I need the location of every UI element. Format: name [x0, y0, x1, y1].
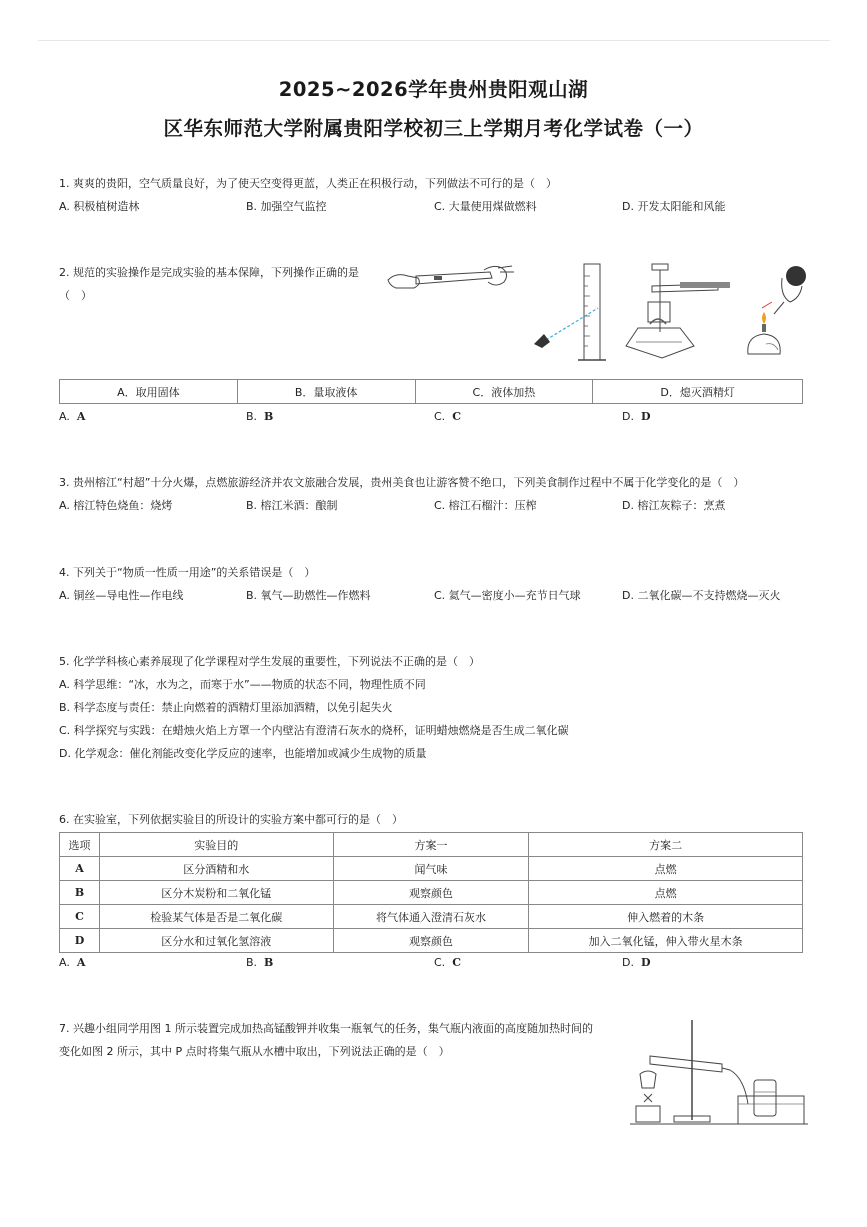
question-5-stem: 5. 化学学科核心素养展现了化学课程对学生发展的重要性，下列说法不正确的是（ ）: [59, 655, 480, 668]
table-cell: 闻气味: [333, 857, 529, 881]
question-2-option-b[interactable]: [246, 409, 273, 425]
question-5-option-d[interactable]: D. 化学观念：催化剂能改变化学反应的速率，也能增加或减少生成物的质量: [59, 747, 427, 760]
question-3-option-b[interactable]: B. 榕江米酒：酿制: [246, 499, 338, 512]
option-letter: B: [264, 956, 274, 969]
question-6-option-c[interactable]: [434, 955, 461, 971]
table-cell: 检验某气体是否是二氧化碳: [99, 905, 333, 929]
question-1-stem: 1. 爽爽的贵阳，空气质量良好，为了使天空变得更蓝，人类正在积极行动，下列做法不可行的是（ ）: [59, 177, 557, 190]
table-cell: 区分木炭粉和二氧化锰: [99, 881, 333, 905]
question-5-option-b[interactable]: B. 科学态度与责任：禁止向燃着的酒精灯里添加酒精，以免引起失火: [59, 701, 393, 714]
page-title-line-2: 区华东师范大学附属贵阳学校初三上学期月考化学试卷（一）: [163, 117, 704, 140]
question-2-option-table: [59, 379, 803, 404]
question-6-table: [59, 832, 803, 953]
table-cell: A: [60, 857, 100, 881]
table-cell: 点燃: [529, 857, 803, 881]
question-1-option-c[interactable]: C. 大量使用煤做燃料: [434, 200, 537, 213]
option-prefix: B.: [246, 410, 258, 423]
question-4-option-b[interactable]: B. 氧气—助燃性—作燃料: [246, 589, 371, 602]
figure-heating-liquid: [622, 262, 742, 362]
table-header-cell: 方案二: [529, 833, 803, 857]
question-4-option-a[interactable]: A. 铜丝—导电性—作电线: [59, 589, 184, 602]
page-title-line-1: 2025~2026学年贵州贵阳观山湖: [278, 78, 589, 101]
option-letter: D: [640, 410, 651, 423]
question-2-option-c[interactable]: [434, 409, 461, 425]
question-7-stem-line-2: 变化如图 2 所示，其中 P 点时将集气瓶从水槽中取出，下列说法正确的是（ ）: [59, 1045, 450, 1058]
question-3-option-a[interactable]: A. 榕江特色烧鱼：烧烤: [59, 499, 173, 512]
question-1-option-b[interactable]: B. 加强空气监控: [246, 200, 327, 213]
table-cell: 将气体通入澄清石灰水: [333, 905, 529, 929]
table-cell: B: [60, 881, 100, 905]
table-row: [60, 881, 803, 905]
table-cell: 点燃: [529, 881, 803, 905]
question-1-option-d[interactable]: D. 开发太阳能和风能: [622, 200, 726, 213]
option-letter: C: [452, 410, 461, 423]
table-cell: B．量取液体: [237, 380, 415, 404]
header-rule: [38, 40, 830, 41]
question-5-option-c[interactable]: C. 科学探究与实践：在蜡烛火焰上方罩一个内壁沾有澄清石灰水的烧杯，证明蜡烛燃烧是否生成二氧化碳: [59, 724, 569, 737]
question-7-stem: 7. 兴趣小组同学用图 1 所示装置完成加热高锰酸钾并收集一瓶氧气的任务，集气瓶内液面的高度随加热时间的: [59, 1022, 593, 1035]
table-cell: D: [60, 929, 100, 953]
table-header-cell: 选项: [60, 833, 100, 857]
figure-extinguish-lamp: [744, 258, 812, 362]
table-cell: 观察颜色: [333, 881, 529, 905]
option-prefix: C.: [434, 956, 446, 969]
table-header-cell: 实验目的: [99, 833, 333, 857]
option-letter: D: [640, 956, 651, 969]
question-2-stem-paren: （ ）: [59, 289, 92, 302]
table-cell: 观察颜色: [333, 929, 529, 953]
table-row: [60, 905, 803, 929]
table-cell: 加入二氧化锰，伸入带火星木条: [529, 929, 803, 953]
question-5-option-a[interactable]: A. 科学思维：“冰，水为之，而寒于水”——物质的状态不同，物理性质不同: [59, 678, 426, 691]
table-cell: 区分水和过氧化氢溶液: [99, 929, 333, 953]
question-4-option-c[interactable]: C. 氦气—密度小—充节日气球: [434, 589, 581, 602]
table-cell: D．熄灭酒精灯: [593, 380, 803, 404]
option-prefix: A.: [59, 410, 70, 423]
question-3-stem: 3. 贵州榕江“村超”十分火爆，点燃旅游经济并农文旅融合发展，贵州美食也让游客赞不绝口，下列美食制作过程中不属于化学变化的是（ ）: [59, 476, 745, 489]
question-4-option-d[interactable]: D. 二氧化碳—不支持燃烧—灭火: [622, 589, 781, 602]
question-6-option-d[interactable]: [622, 955, 651, 971]
question-3-option-d[interactable]: D. 榕江灰粽子：烹煮: [622, 499, 726, 512]
table-cell: 伸入燃着的木条: [529, 905, 803, 929]
option-prefix: A.: [59, 956, 70, 969]
table-cell: 区分酒精和水: [99, 857, 333, 881]
question-1-option-a[interactable]: A. 积极植树造林: [59, 200, 140, 213]
question-3-option-c[interactable]: C. 榕江石榴汁：压榨: [434, 499, 537, 512]
option-letter: A: [76, 410, 86, 423]
question-4-stem: 4. 下列关于“物质一性质一用途”的关系错误是（ ）: [59, 566, 316, 579]
table-row: [60, 929, 803, 953]
question-2-option-d[interactable]: [622, 409, 651, 425]
option-prefix: C.: [434, 410, 446, 423]
table-cell: A．取用固体: [60, 380, 238, 404]
option-letter: B: [264, 410, 274, 423]
figure-graduated-cylinder: [526, 262, 610, 366]
option-prefix: D.: [622, 410, 634, 423]
table-header-row: [60, 833, 803, 857]
table-header-cell: 方案一: [333, 833, 529, 857]
question-6-option-a[interactable]: [59, 955, 85, 971]
figure-oxygen-apparatus: [630, 1018, 810, 1128]
question-6-option-b[interactable]: [246, 955, 273, 971]
figure-taking-solid: [386, 262, 518, 298]
option-letter: A: [76, 956, 86, 969]
option-prefix: D.: [622, 956, 634, 969]
question-2-stem: 2. 规范的实验操作是完成实验的基本保障，下列操作正确的是: [59, 266, 359, 279]
question-6-stem: 6. 在实验室，下列依据实验目的所设计的实验方案中都可行的是（ ）: [59, 813, 403, 826]
table-cell: C．液体加热: [415, 380, 593, 404]
option-prefix: B.: [246, 956, 258, 969]
table-cell: C: [60, 905, 100, 929]
option-letter: C: [452, 956, 461, 969]
question-2-option-a[interactable]: [59, 409, 85, 425]
table-row: [60, 857, 803, 881]
